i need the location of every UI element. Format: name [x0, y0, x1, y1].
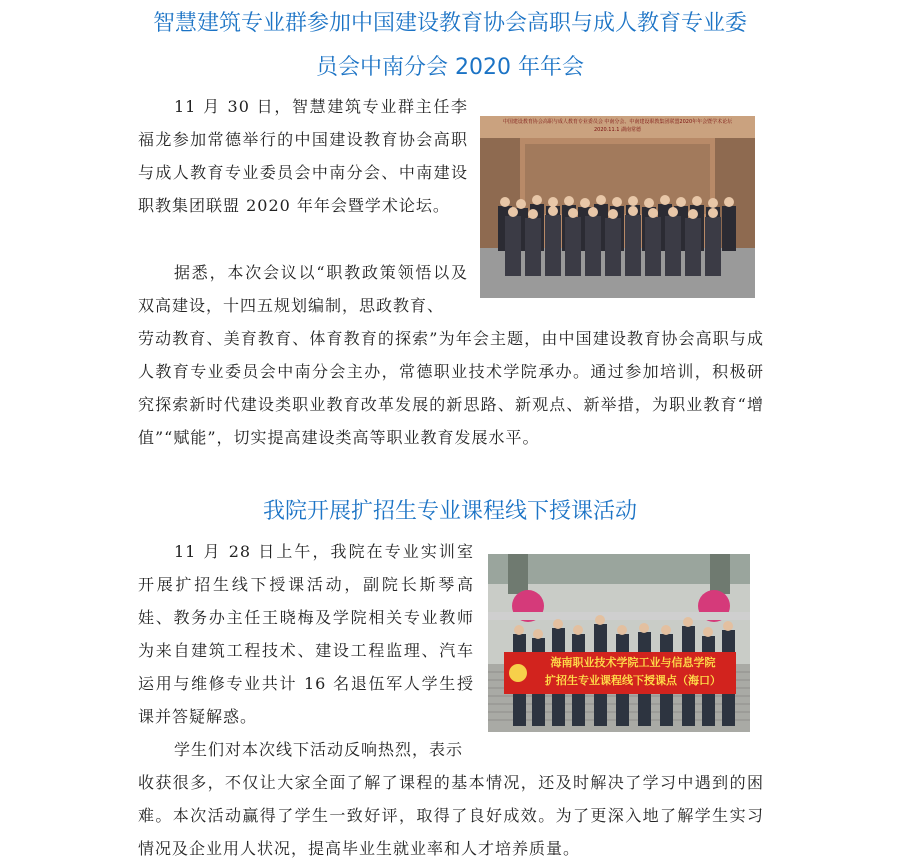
article1-paragraph1: 11 月 30 日，智慧建筑专业群主任李福龙参加常德举行的中国建设教育协会高职与成人教育专业委员会中南分会、中南建设职教集团联盟 2020 年年会暨学术论坛。 — [138, 97, 468, 215]
article2-paragraph2-continued: 收获很多，不仅让大家全面了解了课程的基本情况，还及时解决了学习中遇到的困难。本次活动赢得了学生一致好评，取得了良好成效。为了更深入地了解学生实习情况及企业用人状况，提高毕业生就业率和人才培养质量。 — [138, 773, 764, 858]
conference-group-photo — [480, 116, 755, 298]
article1-title-line2: 员会中南分会 2020 年年会 — [316, 55, 584, 80]
class-group-photo — [488, 554, 750, 732]
class-photo-graphic — [488, 554, 750, 732]
conference-photo-banner — [480, 118, 755, 134]
article2-title: 我院开展扩招生专业课程线下授课活动 — [262, 499, 637, 524]
article1-paragraph2-start: 据悉，本次会议以“职教政策领悟以及双高建设，十四五规划编制，思政教育、 — [138, 263, 468, 315]
article1-title-line1: 智慧建筑专业群参加中国建设教育协会高职与成人教育专业委 — [152, 11, 747, 36]
class-banner-line2: 扩招生专业课程线下授课点（海口） — [545, 674, 721, 687]
article2-paragraph1: 11 月 28 日上午，我院在专业实训室开展扩招生线下授课活动，副院长斯琴高娃、教务办主任王晓梅及学院相关专业教师为来自建筑工程技术、建设工程监理、汽车运用与维修专业共计 16 名退伍军人学生授课并答疑解惑。 — [138, 542, 474, 726]
conference-banner-text: 中国建设教育协会高职与成人教育专业委员会 中南分会、中南建设职教集团联盟2020年年会暨学术论坛 — [502, 119, 733, 125]
article2-paragraph2-start: 学生们对本次线下活动反响热烈，表示 — [174, 740, 464, 759]
class-banner-line1: 海南职业技术学院工业与信息学院 — [550, 656, 716, 669]
conference-photo-graphic — [480, 116, 755, 298]
class-photo-banner — [528, 654, 738, 690]
conference-banner-date: 2020.11.1 湖南常德 — [593, 127, 642, 133]
article1-paragraph2-continued: 劳动教育、美育教育、体育教育的探索”为年会主题，由中国建设教育协会高职与成人教育专业委员会中南分会主办，常德职业技术学院承办。通过参加培训，积极研究探索新时代建设类职业教育改革发展的新思路、新观点、新举措，为职业教育“增值”“赋能”，切实提高建设类高等职业教育发展水平。 — [138, 329, 764, 447]
